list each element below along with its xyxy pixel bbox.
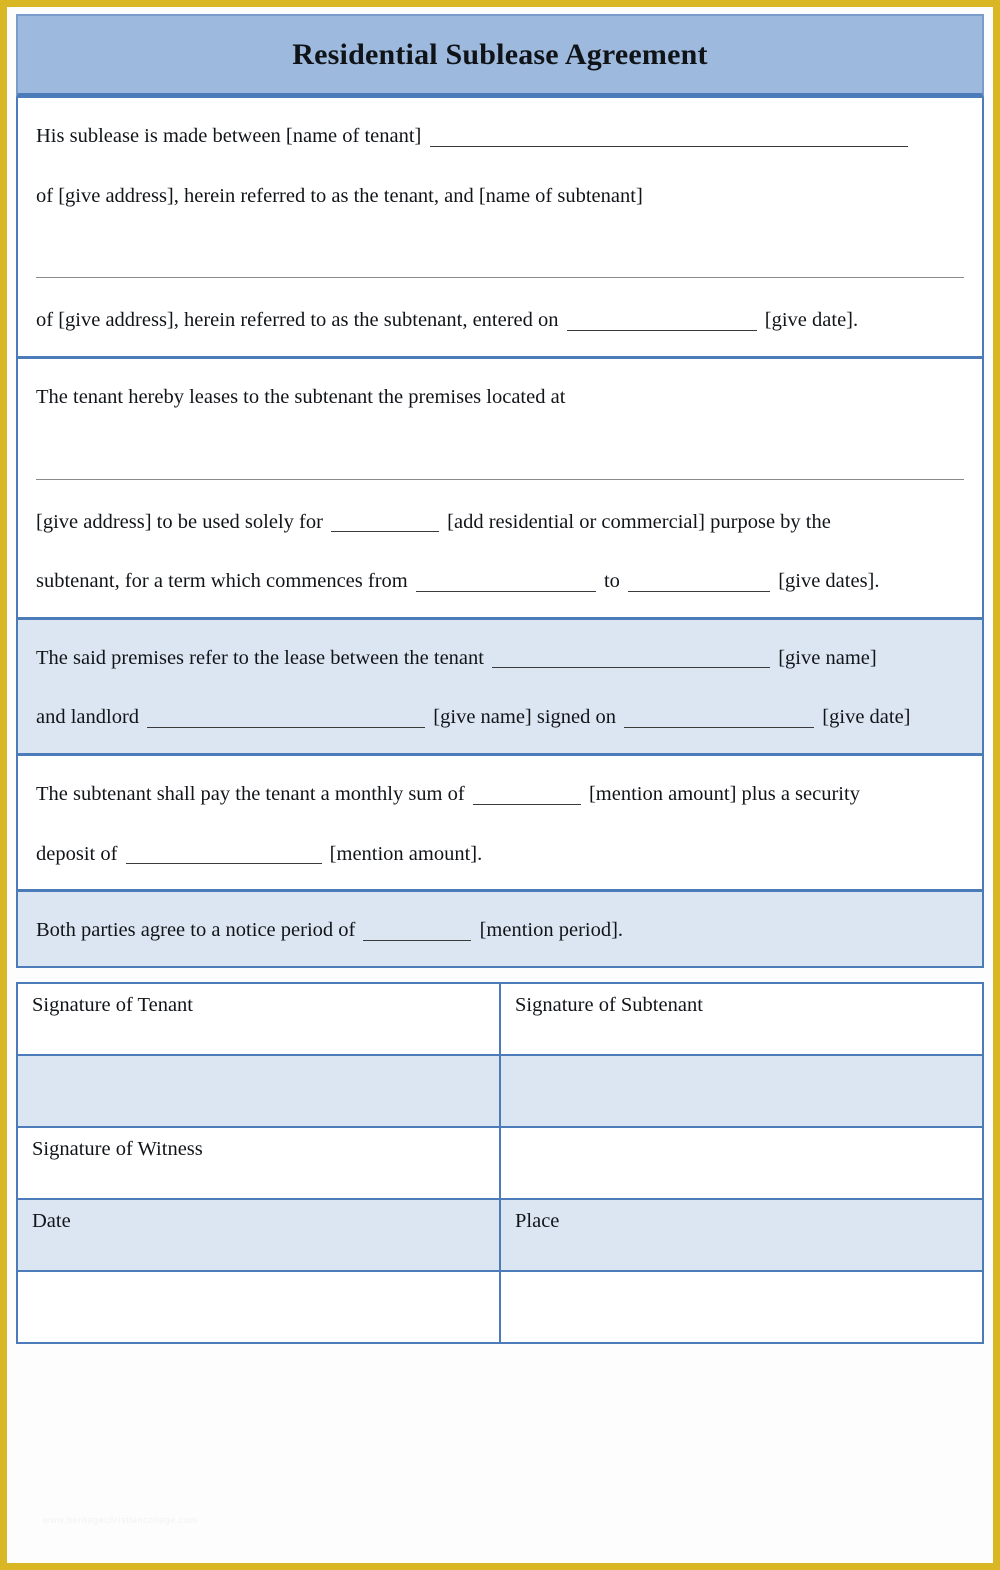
page-title: Residential Sublease Agreement xyxy=(292,37,708,71)
clause-text: The tenant hereby leases to the subtenant the premises located at xyxy=(36,385,566,408)
clause-line xyxy=(36,782,964,808)
clause-text: [mention amount] plus a security xyxy=(588,783,860,806)
fill-in-blank-lease-tenant-name[interactable] xyxy=(492,646,770,669)
signature-cell-tenant-input[interactable] xyxy=(17,1055,500,1127)
fill-in-blank-term-end[interactable] xyxy=(628,569,770,592)
table-row xyxy=(17,1055,983,1127)
clause-text: deposit of xyxy=(36,842,118,865)
watermark-text: www.heritagechristiancollege.com xyxy=(43,1515,198,1525)
clause-text: [add residential or commercial] purpose by the xyxy=(447,510,831,533)
agreement-body xyxy=(16,98,984,968)
clause-text: [mention amount]. xyxy=(329,842,483,865)
clause-text: [give name] signed on xyxy=(433,706,617,729)
signature-cell-place-label: Place xyxy=(500,1199,983,1271)
clause-line xyxy=(36,646,964,672)
signature-cell-date-label: Date xyxy=(17,1199,500,1271)
signature-cell-witness-label: Signature of Witness xyxy=(17,1127,500,1199)
clause-line xyxy=(36,510,964,536)
fill-in-blank-lease-signed-date[interactable] xyxy=(624,705,814,728)
signature-table xyxy=(16,982,984,1344)
clause-text: [give dates]. xyxy=(778,570,880,593)
table-row xyxy=(17,1271,983,1343)
clause-text: to xyxy=(603,570,620,593)
fill-in-blank-use-type[interactable] xyxy=(331,510,439,533)
clause-text: of [give address], herein referred to as the tenant, and [name of subtenant] xyxy=(36,184,643,207)
fill-in-rule-row xyxy=(36,445,964,480)
fill-in-blank-term-start[interactable] xyxy=(416,569,596,592)
clause-text: The subtenant shall pay the tenant a monthly sum of xyxy=(36,783,465,806)
clause-line xyxy=(36,569,964,595)
clause-line xyxy=(36,705,964,731)
signature-cell-tenant-label: Signature of Tenant xyxy=(17,983,500,1055)
clause-line xyxy=(36,184,964,210)
fill-in-blank-landlord-name[interactable] xyxy=(147,705,425,728)
section-payment xyxy=(18,756,982,892)
signature-cell-witness-input[interactable] xyxy=(500,1127,983,1199)
clause-text: [give date]. xyxy=(764,309,859,332)
clause-text: subtenant, for a term which commences from xyxy=(36,570,408,593)
clause-text: Both parties agree to a notice period of xyxy=(36,919,356,942)
fill-in-blank-notice-period[interactable] xyxy=(363,918,471,941)
section-head-lease xyxy=(18,620,982,756)
clause-line xyxy=(36,124,964,150)
fill-in-rule-row xyxy=(36,243,964,278)
table-row xyxy=(17,1127,983,1199)
clause-text: and landlord xyxy=(36,706,140,729)
signature-cell-subtenant-label: Signature of Subtenant xyxy=(500,983,983,1055)
section-parties xyxy=(18,98,982,359)
fill-in-blank-subtenant-address[interactable] xyxy=(36,277,964,278)
signature-cell-subtenant-input[interactable] xyxy=(500,1055,983,1127)
table-row xyxy=(17,1199,983,1271)
clause-line xyxy=(36,385,964,411)
clause-text: [give date] xyxy=(822,706,911,729)
clause-text: [mention period]. xyxy=(479,919,624,942)
clause-text: [give name] xyxy=(778,646,877,669)
document-header-banner xyxy=(16,14,984,98)
fill-in-blank-entered-date[interactable] xyxy=(567,308,757,331)
clause-text: of [give address], herein referred to as the subtenant, entered on xyxy=(36,309,559,332)
fill-in-blank-security-deposit[interactable] xyxy=(126,842,322,865)
clause-text: [give address] to be used solely for xyxy=(36,510,323,533)
clause-line xyxy=(36,842,964,868)
fill-in-blank-tenant-name[interactable] xyxy=(430,124,908,147)
clause-text: The said premises refer to the lease between the tenant xyxy=(36,646,484,669)
table-row xyxy=(17,983,983,1055)
fill-in-blank-monthly-sum[interactable] xyxy=(473,782,581,805)
fill-in-blank-premises-address[interactable] xyxy=(36,479,964,480)
clause-text: His sublease is made between [name of tenant] xyxy=(36,125,422,148)
clause-line xyxy=(36,308,964,334)
signature-cell-place-input[interactable] xyxy=(500,1271,983,1343)
section-notice-period xyxy=(18,892,982,966)
clause-line xyxy=(36,918,964,944)
signature-cell-date-input[interactable] xyxy=(17,1271,500,1343)
section-premises xyxy=(18,359,982,620)
